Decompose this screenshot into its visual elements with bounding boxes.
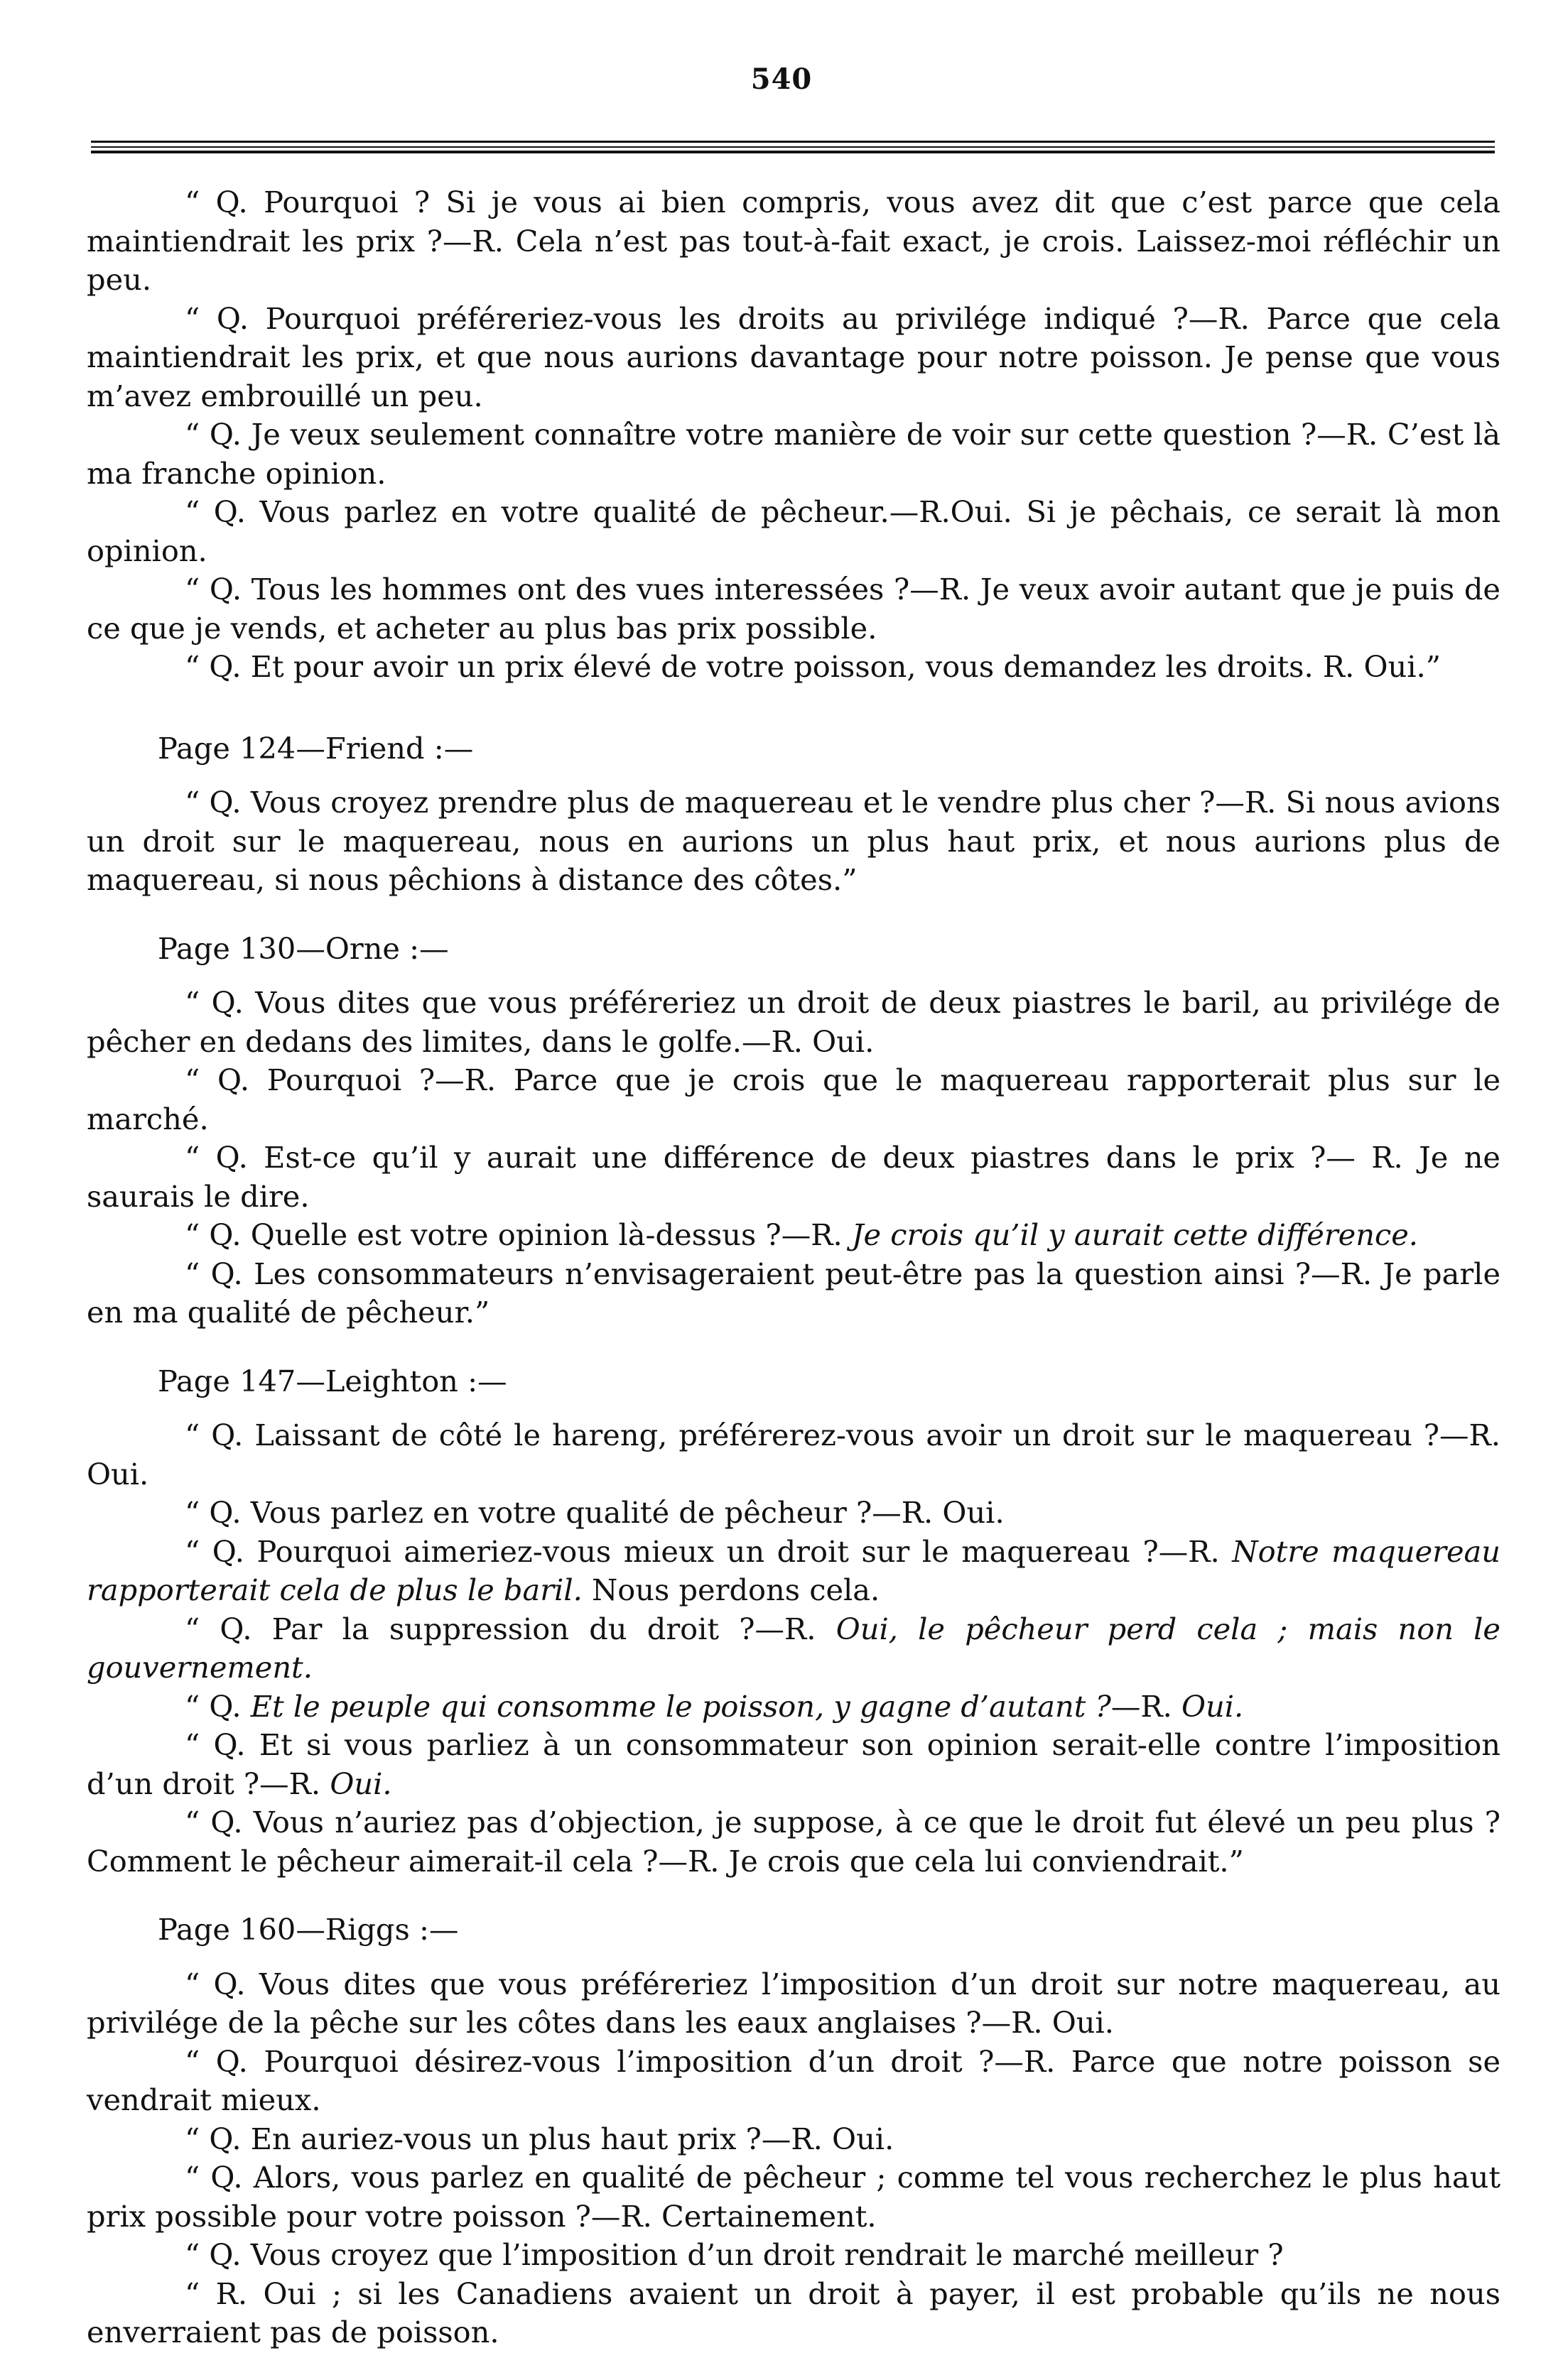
testimony-paragraph: [87, 2236, 1500, 2275]
header-rule: [91, 151, 1495, 153]
paragraph-text: “ Q. Vous croyez prendre plus de maquereau et le vendre plus cher ?—R. Si nous avions un droit sur le maquereau, nous en aurions un plus haut prix, et nous aurions plus de maquereau, si nous pêchions à distance des côtes.”: [87, 785, 1500, 897]
paragraph-text: “ Q. Vous dites que vous préféreriez l’imposition d’un droit sur notre maquereau, au privilége de la pêche sur les côtes dans les eaux anglaises ?—R. Oui.: [87, 1966, 1500, 2040]
testimony-paragraph: [87, 415, 1500, 493]
paragraph-text: “ Q. Les consommateurs n’envisageraient peut-être pas la question ainsi ?—R. Je parle en ma qualité de pêcheur.”: [87, 1256, 1500, 1330]
paragraph-text: “ Q. Je veux seulement connaître votre manière de voir sur cette question ?—R. C’est là ma franche opinion.: [87, 417, 1500, 491]
paragraph-text: Page 160—Riggs :—: [158, 1912, 459, 1947]
italic-text: Oui.: [1181, 1688, 1244, 1724]
testimony-paragraph: [87, 1688, 1500, 1727]
paragraph-text: “ Q. Pourquoi ?—R. Parce que je crois que le maquereau rapporterait plus sur le marché.: [87, 1063, 1500, 1136]
paragraph-text: “ Q. Pourquoi aimeriez-vous mieux un droit sur le maquereau ?—R.: [185, 1533, 1233, 1569]
paragraph-text: “ Q. Est-ce qu’il y aurait une différence de deux piastres dans le prix ?— R. Je ne saurais le dire.: [87, 1140, 1500, 1214]
section-heading: [87, 1362, 1500, 1401]
italic-text: Oui.: [330, 1766, 392, 1801]
paragraph-text: “ Q.: [185, 1688, 251, 1724]
paragraph-text: “ Q. En auriez-vous un plus haut prix ?—R. Oui.: [185, 2121, 894, 2156]
testimony-paragraph: [87, 2158, 1500, 2236]
testimony-paragraph: [87, 1061, 1500, 1139]
paragraph-text: “ Q. Laissant de côté le hareng, préférerez-vous avoir un droit sur le maquereau ?—R. Oui.: [87, 1418, 1500, 1491]
paragraph-text: “ Q. Vous parlez en votre qualité de pêcheur.—R.Oui. Si je pêchais, ce serait là mon opinion.: [87, 494, 1500, 568]
testimony-paragraph: [87, 1803, 1500, 1881]
testimony-paragraph: [87, 783, 1500, 900]
testimony-paragraph: [87, 1494, 1500, 1533]
header-rule: [91, 141, 1495, 143]
paragraph-text: “ Q. Vous croyez que l’imposition d’un droit rendrait le marché meilleur ?: [185, 2237, 1284, 2272]
paragraph-text: “ Q. Pourquoi préféreriez-vous les droits au privilége indiqué ?—R. Parce que cela maintiendrait les prix, et que nous aurions davantage pour notre poisson. Je pense que vous m’avez embrouillé un peu.: [87, 300, 1500, 413]
testimony-paragraph: [87, 1416, 1500, 1494]
section-heading: [87, 1911, 1500, 1950]
testimony-paragraph: [87, 1533, 1500, 1610]
italic-text: Notre maquereau rapporterait cela de plus le baril.: [87, 1533, 1500, 1607]
testimony-paragraph: [87, 2120, 1500, 2159]
paragraph-text: “ Q. Et pour avoir un prix élevé de votre poisson, vous demandez les droits. R. Oui.”: [185, 649, 1441, 684]
testimony-paragraph: [87, 300, 1500, 416]
section-heading: [87, 930, 1500, 969]
paragraph-text: Page 124—Friend :—: [158, 730, 474, 766]
testimony-paragraph: [87, 1216, 1500, 1255]
testimony-paragraph: [87, 984, 1500, 1061]
paragraph-text: —R.: [1110, 1688, 1181, 1724]
testimony-paragraph: [87, 493, 1500, 570]
paragraph-text: “ Q. Quelle est votre opinion là-dessus ?—R.: [185, 1217, 852, 1252]
testimony-paragraph: [87, 1965, 1500, 2043]
document-body: [87, 183, 1500, 2352]
paragraph-text: “ Q. Alors, vous parlez en qualité de pêcheur ; comme tel vous recherchez le plus haut prix possible pour votre poisson ?—R. Certainement.: [87, 2160, 1500, 2234]
testimony-paragraph: [87, 2275, 1500, 2352]
paragraph-text: “ Q. Vous dites que vous préféreriez un droit de deux piastres le baril, au privilége de pêcher en dedans des limites, dans le golfe.—R. Oui.: [87, 985, 1500, 1059]
testimony-paragraph: [87, 1610, 1500, 1688]
italic-text: Et le peuple qui consomme le poisson, y gagne d’autant ?: [250, 1688, 1111, 1724]
paragraph-text: “ Q. Pourquoi ? Si je vous ai bien compris, vous avez dit que c’est parce que cela maintiendrait les prix ?—R. Cela n’est pas tout-à-fait exact, je crois. Laissez-moi réfléchir un peu.: [87, 185, 1500, 297]
italic-text: Je crois qu’il y aurait cette différence.: [851, 1217, 1418, 1252]
testimony-paragraph: [87, 2043, 1500, 2120]
testimony-paragraph: [87, 570, 1500, 648]
italic-text: Oui, le pêcheur perd cela ; mais non le gouvernement.: [87, 1611, 1500, 1685]
paragraph-text: Nous perdons cela.: [582, 1572, 880, 1607]
paragraph-text: Page 147—Leighton :—: [158, 1363, 507, 1398]
header-rule: [91, 146, 1495, 148]
paragraph-text: “ Q. Vous parlez en votre qualité de pêcheur ?—R. Oui.: [185, 1495, 1005, 1530]
paragraph-text: “ R. Oui ; si les Canadiens avaient un droit à payer, il est probable qu’ils ne nous enverraient pas de poisson.: [87, 2276, 1500, 2349]
section-heading: [87, 729, 1500, 768]
paragraph-text: “ Q. Vous n’auriez pas d’objection, je suppose, à ce que le droit fut élevé un peu plus ? Comment le pêcheur aimerait-il cela ?—R. Je crois que cela lui conviendrait.”: [87, 1805, 1500, 1879]
testimony-paragraph: [87, 1255, 1500, 1332]
paragraph-text: Page 130—Orne :—: [158, 930, 449, 966]
testimony-paragraph: [87, 1726, 1500, 1803]
testimony-paragraph: [87, 1139, 1500, 1216]
paragraph-text: “ Q. Et si vous parliez à un consommateur son opinion serait-elle contre l’imposition d’un droit ?—R.: [87, 1727, 1500, 1801]
testimony-paragraph: [87, 183, 1500, 300]
paragraph-text: “ Q. Pourquoi désirez-vous l’imposition d’un droit ?—R. Parce que notre poisson se vendrait mieux.: [87, 2043, 1500, 2117]
paragraph-text: “ Q. Par la suppression du droit ?—R.: [185, 1611, 836, 1646]
paragraph-text: “ Q. Tous les hommes ont des vues interessées ?—R. Je veux avoir autant que je puis de ce que je vends, et acheter au plus bas prix possible.: [87, 572, 1500, 646]
page-number: 540: [750, 63, 813, 96]
testimony-paragraph: [87, 648, 1500, 687]
